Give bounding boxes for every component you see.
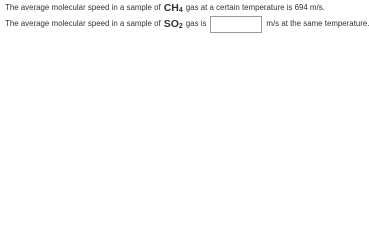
- formula-so2: [164, 17, 183, 31]
- given-statement-prefix: The average molecular speed in a sample of: [5, 3, 161, 12]
- question-statement-suffix: m/s at the same temperature.: [266, 19, 369, 28]
- formula-ch4-base: CH: [163, 2, 179, 14]
- question-statement-prefix: The average molecular speed in a sample of: [5, 19, 161, 28]
- formula-so2-subscript: 2: [178, 23, 183, 30]
- speed-answer-input[interactable]: [210, 16, 262, 33]
- question-statement-middle: gas is: [185, 19, 207, 28]
- given-statement-suffix: gas at a certain temperature is 694 m/s.: [185, 3, 325, 12]
- formula-ch4-subscript: 4: [178, 7, 183, 14]
- formula-so2-base: SO: [163, 18, 179, 30]
- question-statement: [5, 17, 369, 31]
- formula-ch4: [164, 1, 183, 15]
- given-statement: [5, 1, 325, 15]
